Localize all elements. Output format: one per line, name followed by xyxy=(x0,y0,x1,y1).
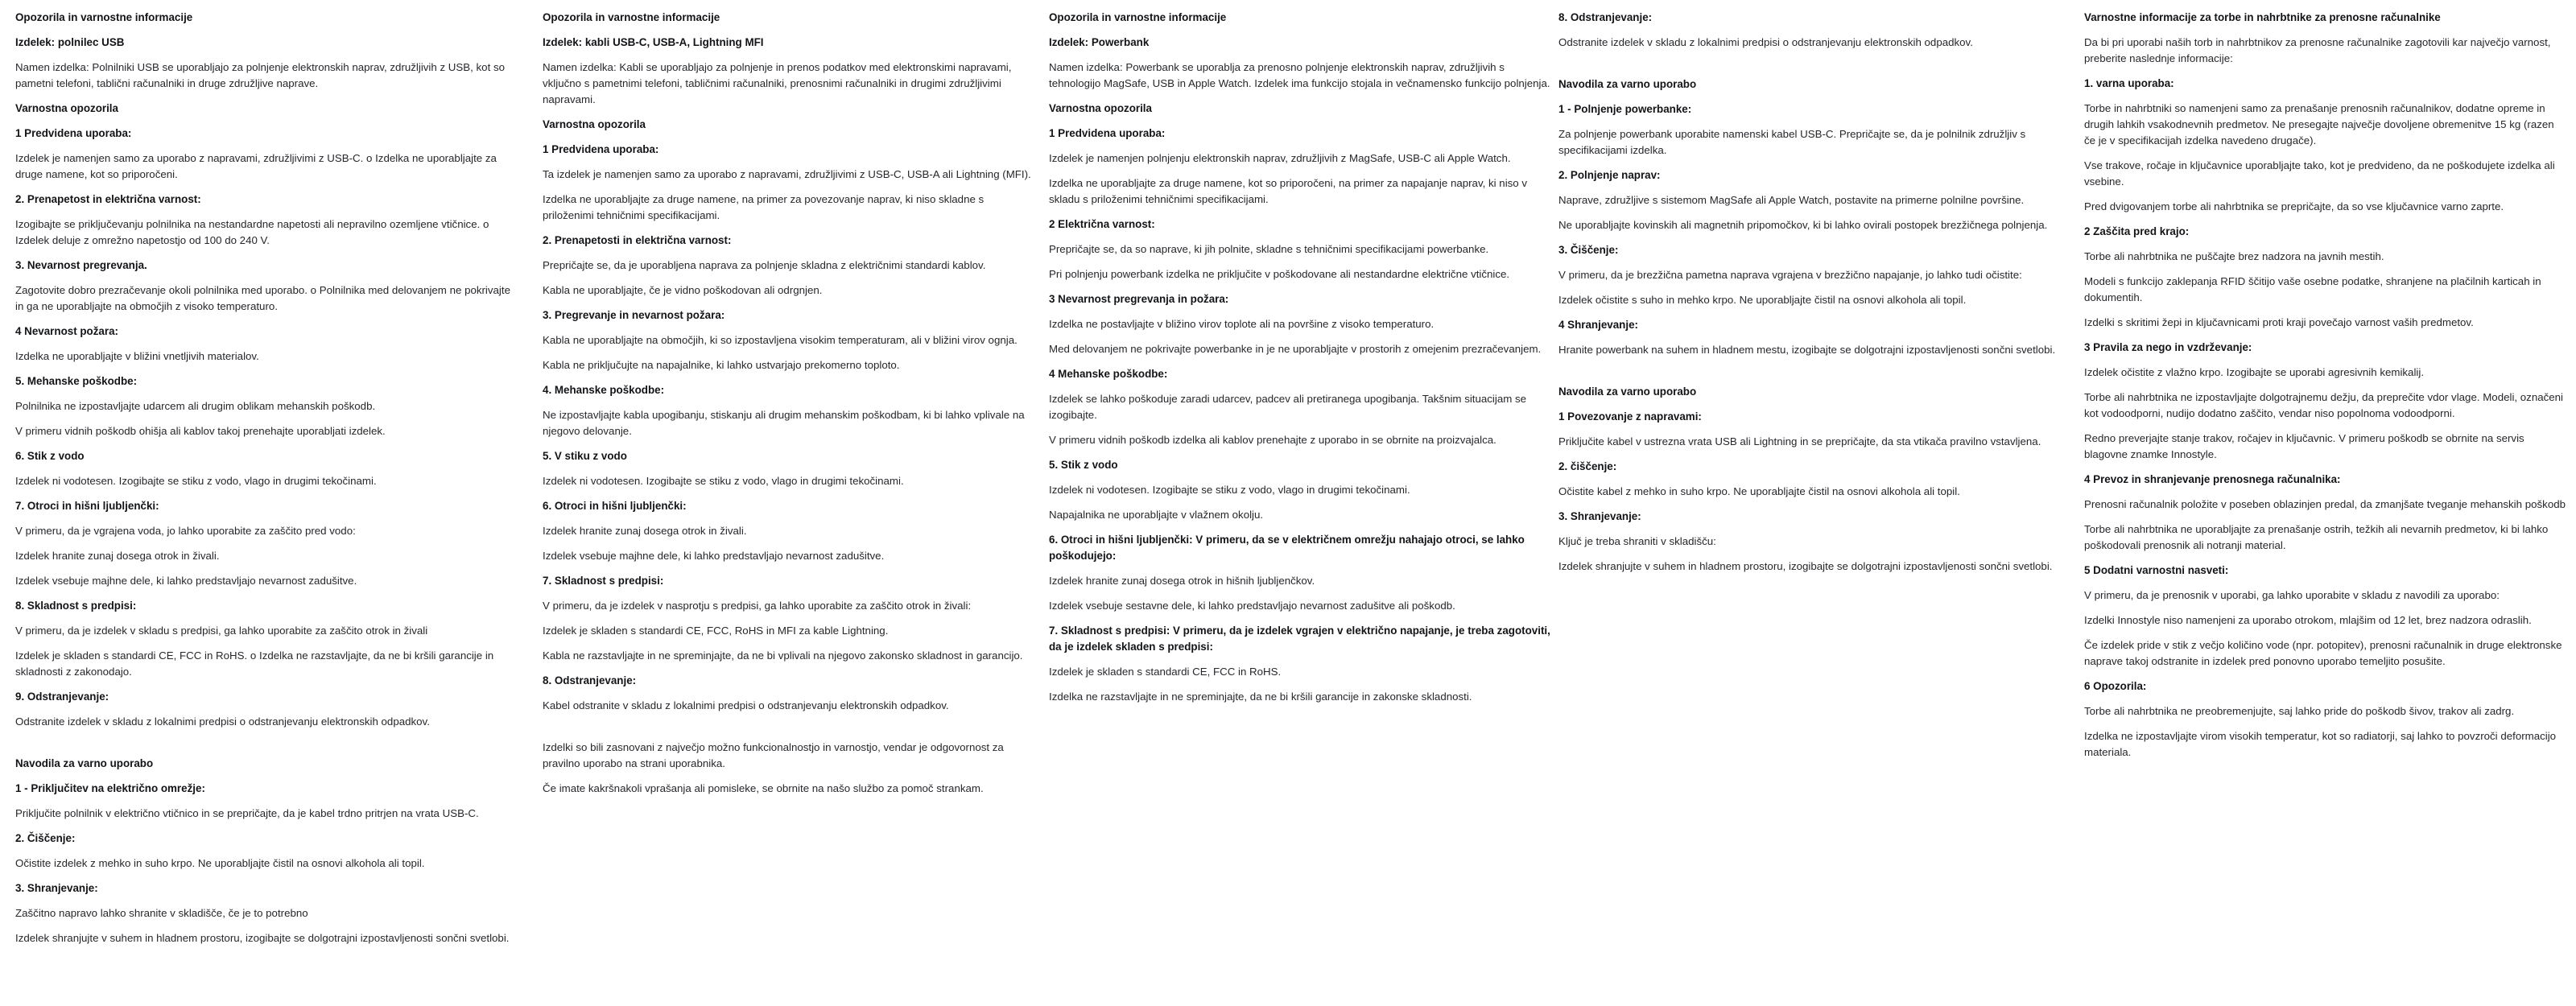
paragraph: Izdelek je namenjen polnjenju elektronskih naprav, združljivih z MagSafe, USB-C ali Apple Watch. xyxy=(1049,152,1511,164)
paragraph: V primeru, da je izdelek v skladu s predpisi, ga lahko uporabite za zaščito otrok in živali xyxy=(15,625,428,637)
section-spacer xyxy=(543,723,1038,740)
section-heading: 3 Nevarnost pregrevanja in požara: xyxy=(1049,293,1229,305)
section-heading: 1 Predvidena uporaba: xyxy=(15,127,132,139)
section-heading: 7. Skladnost s predpisi: V primeru, da je izdelek vgrajen v električno napajanje, je treba zagotoviti, da je izdelek skladen s predpisi: xyxy=(1049,625,1550,653)
section-heading: 3. Čiščenje: xyxy=(1558,244,1619,256)
paragraph: Polnilnika ne izpostavljajte udarcem ali drugim oblikam mehanskih poškodb. xyxy=(15,400,376,412)
paragraph: Namen izdelka: Kabli se uporabljajo za polnjenje in prenos podatkov med elektronskimi napravami, vključno s pametnimi telefoni, tabličnimi računalniki, prenosnimi računalniki in drugimi združljivimi napravami. xyxy=(543,61,1012,105)
paragraph: Kabla ne uporabljajte, če je vidno poškodovan ali odrgnjen. xyxy=(543,284,823,296)
paragraph: Zagotovite dobro prezračevanje okoli polnilnika med uporabo. o Polnilnika med delovanjem ne pokrivajte in ga ne uporabljajte na območjih z visoko temperaturo. xyxy=(15,284,510,312)
section-spacer xyxy=(1558,367,2074,384)
paragraph: Torbe ali nahrbtnika ne puščajte brez nadzora na javnih mestih. xyxy=(2084,250,2384,262)
text-column-cables xyxy=(543,10,1038,806)
paragraph: Izdelek je skladen s standardi CE, FCC in RoHS. xyxy=(1049,666,1282,678)
section-heading: 7. Skladnost s predpisi: xyxy=(543,575,664,587)
paragraph: Prepričajte se, da so naprave, ki jih polnite, skladne s tehničnimi specifikacijami powerbanke. xyxy=(1049,243,1489,255)
section-heading: Opozorila in varnostne informacije xyxy=(1049,11,1227,23)
section-heading: Varnostna opozorila xyxy=(543,118,646,130)
paragraph: Če izdelek pride v stik z večjo količino vode (npr. potopitev), prenosni računalnik in druge elektronske naprave takoj odstranite in izdelek pred ponovno uporabo temeljito posušite. xyxy=(2084,639,2562,667)
section-heading: 1 Predvidena uporaba: xyxy=(543,143,659,155)
paragraph: Izdelka ne razstavljajte in ne spreminjajte, da ne bi kršili garancije in zakonske skladnosti. xyxy=(1049,691,1472,703)
section-heading: 1 - Priključitev na električno omrežje: xyxy=(15,782,205,794)
paragraph: Izdelka ne uporabljajte za druge namene, kot so priporočeni, na primer za napajanje naprav, ki niso v skladu s priloženimi tehničnimi specifikacijami. xyxy=(1049,177,1528,205)
paragraph: Za polnjenje powerbank uporabite namenski kabel USB-C. Prepričajte se, da je polnilnik združljiv s specifikacijami izdelka. xyxy=(1558,128,2026,156)
text-column-laptop-bags xyxy=(2084,10,2568,769)
section-heading: 1. varna uporaba: xyxy=(2084,77,2174,89)
text-column-charger-usb xyxy=(15,10,512,955)
paragraph: Prenosni računalnik položite v poseben oblazinjen predal, da zmanjšate tveganje mehanskih poškodb xyxy=(2084,498,2566,510)
paragraph: Priključite polnilnik v električno vtičnico in se prepričajte, da je kabel trdno pritrjen na vrata USB-C. xyxy=(15,807,479,819)
paragraph: Ključ je treba shraniti v skladišču: xyxy=(1558,535,1716,547)
paragraph: Ne uporabljajte kovinskih ali magnetnih pripomočkov, ki bi lahko ovirali postopek brezžičnega polnjenja. xyxy=(1558,219,2048,231)
paragraph: Da bi pri uporabi naših torb in nahrbtnikov za prenosne računalnike zagotovili kar največjo varnost, preberite naslednje informacije: xyxy=(2084,36,2551,64)
section-heading: 1 - Polnjenje powerbanke: xyxy=(1558,103,1692,115)
paragraph: Izogibajte se priključevanju polnilnika na nestandardne napetosti ali nepravilno ozemljene vtičnice. o Izdelek deluje z omrežno napetostjo od 100 do 240 V. xyxy=(15,218,489,246)
paragraph: Kabla ne razstavljajte in ne spreminjajte, da ne bi vplivali na njegovo zakonsko skladnost in garancijo. xyxy=(543,649,1023,662)
paragraph: Pred dvigovanjem torbe ali nahrbtnika se prepričajte, da so vse ključavnice varno zaprte. xyxy=(2084,200,2504,212)
section-heading: Opozorila in varnostne informacije xyxy=(543,11,720,23)
section-heading: Izdelek: kabli USB-C, USB-A, Lightning MFI xyxy=(543,36,764,48)
paragraph: Kabla ne uporabljajte na območjih, ki so izpostavljena visokim temperaturam, ali v bližini virov ognja. xyxy=(543,334,1018,346)
section-heading: 6 Opozorila: xyxy=(2084,680,2147,692)
section-heading: 4. Mehanske poškodbe: xyxy=(543,384,665,396)
paragraph: Izdelek hranite zunaj dosega otrok in hišnih ljubljenčkov. xyxy=(1049,575,1315,587)
paragraph: Ta izdelek je namenjen samo za uporabo z napravami, združljivimi z USB-C, USB-A ali Lightning (MFI). xyxy=(543,168,1031,180)
section-heading: 5. V stiku z vodo xyxy=(543,450,627,462)
paragraph: Izdelka ne izpostavljajte virom visokih temperatur, kot so radiatorji, saj lahko to povzroči deformacijo materiala. xyxy=(2084,730,2557,758)
section-heading: 5. Mehanske poškodbe: xyxy=(15,375,138,387)
paragraph: V primeru, da je brezžična pametna naprava vgrajena v brezžično napajanje, jo lahko tudi očistite: xyxy=(1558,269,2022,281)
paragraph: Vse trakove, ročaje in ključavnice uporabljajte tako, kot je predvideno, da ne poškodujete izdelka ali vsebine. xyxy=(2084,159,2555,188)
paragraph: Torbe ali nahrbtnika ne uporabljajte za prenašanje ostrih, težkih ali nevarnih predmetov, ki bi lahko poškodovali prenosnik ali notranji material. xyxy=(2084,523,2549,551)
paragraph: Izdelek ni vodotesen. Izogibajte se stiku z vodo, vlago in drugimi tekočinami. xyxy=(1049,484,1410,496)
paragraph: Izdelki so bili zasnovani z največjo možno funkcionalnostjo in varnostjo, vendar je odgovornost za pravilno uporabo na strani uporabnika. xyxy=(543,741,1004,769)
paragraph: Izdelka ne uporabljajte za druge namene, na primer za povezovanje naprav, ki niso skladne s priloženimi tehničnimi specifikacijami. xyxy=(543,193,985,221)
section-heading: 3. Shranjevanje: xyxy=(15,882,98,894)
paragraph: Namen izdelka: Polnilniki USB se uporabljajo za polnjenje elektronskih naprav, združljivih z USB, kot so pametni telefoni, tablični računalniki in druge združljive naprave. xyxy=(15,61,506,89)
section-heading: 6. Stik z vodo xyxy=(15,450,85,462)
section-heading: 4 Nevarnost požara: xyxy=(15,325,118,337)
section-heading: Izdelek: Powerbank xyxy=(1049,36,1150,48)
section-heading: 2. čiščenje: xyxy=(1558,460,1617,472)
paragraph: Zaščitno napravo lahko shranite v skladišče, če je to potrebno xyxy=(15,907,308,919)
section-heading: 6. Otroci in hišni ljubljenčki: xyxy=(543,500,687,512)
section-heading: Varnostna opozorila xyxy=(15,102,118,114)
section-heading: Izdelek: polnilec USB xyxy=(15,36,125,48)
section-heading: 2. Prenapetosti in električna varnost: xyxy=(543,234,732,246)
paragraph: Izdelek ni vodotesen. Izogibajte se stiku z vodo, vlago in drugimi tekočinami. xyxy=(543,475,904,487)
paragraph: Izdelek vsebuje sestavne dele, ki lahko predstavljajo nevarnost zadušitve ali poškodb. xyxy=(1049,600,1455,612)
paragraph: Če imate kakršnakoli vprašanja ali pomisleke, se obrnite na našo službo za pomoč strankam. xyxy=(543,782,984,794)
paragraph: Napajalnika ne uporabljajte v vlažnem okolju. xyxy=(1049,509,1264,521)
paragraph: Izdelka ne postavljajte v bližino virov toplote ali na površine z visoko temperaturo. xyxy=(1049,318,1435,330)
section-heading: 8. Skladnost s predpisi: xyxy=(15,600,137,612)
paragraph: Naprave, združljive s sistemom MagSafe ali Apple Watch, postavite na primerne polnilne površine. xyxy=(1558,194,2025,206)
paragraph: Izdelek je namenjen samo za uporabo z napravami, združljivimi z USB-C. o Izdelka ne uporabljajte za druge namene, kot so priporočeni. xyxy=(15,152,497,180)
paragraph: Modeli s funkcijo zaklepanja RFID ščitijo vaše osebne podatke, shranjene na plačilnih karticah in dokumentih. xyxy=(2084,275,2541,303)
section-heading: 3. Shranjevanje: xyxy=(1558,510,1641,522)
paragraph: Izdelek hranite zunaj dosega otrok in živali. xyxy=(543,525,747,537)
paragraph: Torbe ali nahrbtnika ne preobremenjujte, saj lahko pride do poškodb šivov, trakov ali zadrg. xyxy=(2084,705,2515,717)
section-heading: 2 Električna varnost: xyxy=(1049,218,1155,230)
paragraph: Izdelki s skritimi žepi in ključavnicami proti kraji povečajo varnost vaših predmetov. xyxy=(2084,316,2474,328)
paragraph: Izdelka ne uporabljajte v bližini vnetljivih materialov. xyxy=(15,350,259,362)
paragraph: Pri polnjenju powerbank izdelka ne priključite v poškodovane ali nestandardne električne vtičnice. xyxy=(1049,268,1510,280)
section-heading: 3 Pravila za nego in vzdrževanje: xyxy=(2084,341,2252,353)
paragraph: Torbe in nahrbtniki so namenjeni samo za prenašanje prenosnih računalnikov, dodatne opreme in drugih lahkih vsakodnevnih predmetov. Ne presegajte največje dovoljene obremenitve 15 kg (razen če je v specifikacijah izdelka navedeno drugače). xyxy=(2084,102,2554,146)
paragraph: Izdelek hranite zunaj dosega otrok in živali. xyxy=(15,550,220,562)
paragraph: Očistite kabel z mehko in suho krpo. Ne uporabljajte čistil na osnovi alkohola ali topil. xyxy=(1558,485,1960,497)
paragraph: Namen izdelka: Powerbank se uporablja za prenosno polnjenje elektronskih naprav, združljivih s tehnologijo MagSafe, USB in Apple Watch. Izdelek ima funkcijo stojala in večnamensko funkcijo polnjenja. xyxy=(1049,61,1550,89)
section-spacer xyxy=(15,739,512,756)
paragraph: V primeru, da je prenosnik v uporabi, ga lahko uporabite v skladu z navodili za uporabo: xyxy=(2084,589,2500,601)
section-heading: Navodila za varno uporabo xyxy=(1558,78,1697,90)
section-heading: 5 Dodatni varnostni nasveti: xyxy=(2084,564,2229,576)
paragraph: Očistite izdelek z mehko in suho krpo. Ne uporabljajte čistil na osnovi alkohola ali topil. xyxy=(15,857,425,869)
text-column-powerbank xyxy=(1049,10,1558,714)
paragraph: Odstranite izdelek v skladu z lokalnimi predpisi o odstranjevanju elektronskih odpadkov. xyxy=(15,715,430,728)
section-heading: 4 Prevoz in shranjevanje prenosnega računalnika: xyxy=(2084,473,2341,485)
section-heading: Varnostne informacije za torbe in nahrbtnike za prenosne računalnike xyxy=(2084,11,2441,23)
section-heading: 8. Odstranjevanje: xyxy=(1558,11,1653,23)
section-heading: 2. Čiščenje: xyxy=(15,832,76,844)
section-heading: 2. Polnjenje naprav: xyxy=(1558,169,1661,181)
section-heading: 8. Odstranjevanje: xyxy=(543,674,637,686)
section-heading: Navodila za varno uporabo xyxy=(1558,385,1697,398)
paragraph: Kabla ne priključujte na napajalnike, ki lahko ustvarjajo prekomerno toploto. xyxy=(543,359,900,371)
paragraph: Izdelek ni vodotesen. Izogibajte se stiku z vodo, vlago in drugimi tekočinami. xyxy=(15,475,377,487)
section-spacer xyxy=(1558,60,2074,76)
section-heading: 3. Nevarnost pregrevanja. xyxy=(15,259,147,271)
section-heading: 4 Shranjevanje: xyxy=(1558,319,1638,331)
section-heading: Navodila za varno uporabo xyxy=(15,757,154,769)
section-heading: 1 Povezovanje z napravami: xyxy=(1558,410,1702,423)
paragraph: Prepričajte se, da je uporabljena naprava za polnjenje skladna z električnimi standardi kablov. xyxy=(543,259,986,271)
paragraph: Odstranite izdelek v skladu z lokalnimi predpisi o odstranjevanju elektronskih odpadkov. xyxy=(1558,36,1973,48)
paragraph: Torbe ali nahrbtnika ne izpostavljajte dolgotrajnemu dežju, da preprečite vdor vlage. Modeli, označeni kot vodoodporni, nudijo dodatno zaščito, vendar niso popolnoma vodoodporni. xyxy=(2084,391,2564,419)
paragraph: Izdelek se lahko poškoduje zaradi udarcev, padcev ali pretiranega upogibanja. Takšnim situacijam se izogibajte. xyxy=(1049,393,1527,421)
section-heading: 4 Mehanske poškodbe: xyxy=(1049,368,1168,380)
paragraph: V primeru, da je vgrajena voda, jo lahko uporabite za zaščito pred vodo: xyxy=(15,525,356,537)
section-heading: 7. Otroci in hišni ljubljenčki: xyxy=(15,500,159,512)
section-heading: Opozorila in varnostne informacije xyxy=(15,11,193,23)
paragraph: Izdelek očistite s suho in mehko krpo. Ne uporabljajte čistil na osnovi alkohola ali topil. xyxy=(1558,294,1967,306)
paragraph: Izdelek shranjujte v suhem in hladnem prostoru, izogibajte se dolgotrajni izpostavljenosti sončni svetlobi. xyxy=(1558,560,2053,572)
section-heading: 1 Predvidena uporaba: xyxy=(1049,127,1166,139)
paragraph: Izdelek je skladen s standardi CE, FCC in RoHS. o Izdelka ne razstavljajte, da ne bi kršili garancije in skladnosti z zakonodajo. xyxy=(15,649,494,678)
paragraph: Hranite powerbank na suhem in hladnem mestu, izogibajte se dolgotrajni izpostavljenosti sončni svetlobi. xyxy=(1558,344,2056,356)
paragraph: V primeru vidnih poškodb ohišja ali kablov takoj prenehajte uporabljati izdelek. xyxy=(15,425,386,437)
section-heading: 6. Otroci in hišni ljubljenčki: V primeru, da se v električnem omrežju nahajajo otroci, se lahko poškodujejo: xyxy=(1049,534,1525,562)
paragraph: Izdelek vsebuje majhne dele, ki lahko predstavljajo nevarnost zadušitve. xyxy=(15,575,357,587)
section-heading: 2. Prenapetost in električna varnost: xyxy=(15,193,201,205)
section-heading: 3. Pregrevanje in nevarnost požara: xyxy=(543,309,725,321)
section-heading: 2 Zaščita pred krajo: xyxy=(2084,225,2190,237)
text-column-powerbank-cables-instructions xyxy=(1558,10,2074,583)
section-heading: Varnostna opozorila xyxy=(1049,102,1152,114)
paragraph: Izdelek očistite z vlažno krpo. Izogibajte se uporabi agresivnih kemikalij. xyxy=(2084,366,2425,378)
paragraph: Izdelek vsebuje majhne dele, ki lahko predstavljajo nevarnost zadušitve. xyxy=(543,550,885,562)
section-heading: 5. Stik z vodo xyxy=(1049,459,1118,471)
paragraph: Izdelki Innostyle niso namenjeni za uporabo otrokom, mlajšim od 12 let, brez nadzora odraslih. xyxy=(2084,614,2532,626)
paragraph: Priključite kabel v ustrezna vrata USB ali Lightning in se prepričajte, da sta vtikača pravilno vstavljena. xyxy=(1558,435,2041,447)
paragraph: V primeru vidnih poškodb izdelka ali kablov prenehajte z uporabo in se obrnite na proizvajalca. xyxy=(1049,434,1496,446)
paragraph: Redno preverjajte stanje trakov, ročajev in ključavnic. V primeru poškodb se obrnite na servis blagovne znamke Innostyle. xyxy=(2084,432,2524,460)
paragraph: Izdelek shranjujte v suhem in hladnem prostoru, izogibajte se dolgotrajni izpostavljenosti sončni svetlobi. xyxy=(15,932,510,944)
paragraph: Med delovanjem ne pokrivajte powerbanke in je ne uporabljajte v prostorih z omejenim prezračevanjem. xyxy=(1049,343,1542,355)
paragraph: V primeru, da je izdelek v nasprotju s predpisi, ga lahko uporabite za zaščito otrok in živali: xyxy=(543,600,972,612)
paragraph: Kabel odstranite v skladu z lokalnimi predpisi o odstranjevanju elektronskih odpadkov. xyxy=(543,699,949,711)
paragraph: Ne izpostavljajte kabla upogibanju, stiskanju ali drugim mehanskim poškodbam, ki bi lahko vplivale na njegovo delovanje. xyxy=(543,409,1025,437)
paragraph: Izdelek je skladen s standardi CE, FCC, RoHS in MFI za kable Lightning. xyxy=(543,625,889,637)
section-heading: 9. Odstranjevanje: xyxy=(15,691,109,703)
